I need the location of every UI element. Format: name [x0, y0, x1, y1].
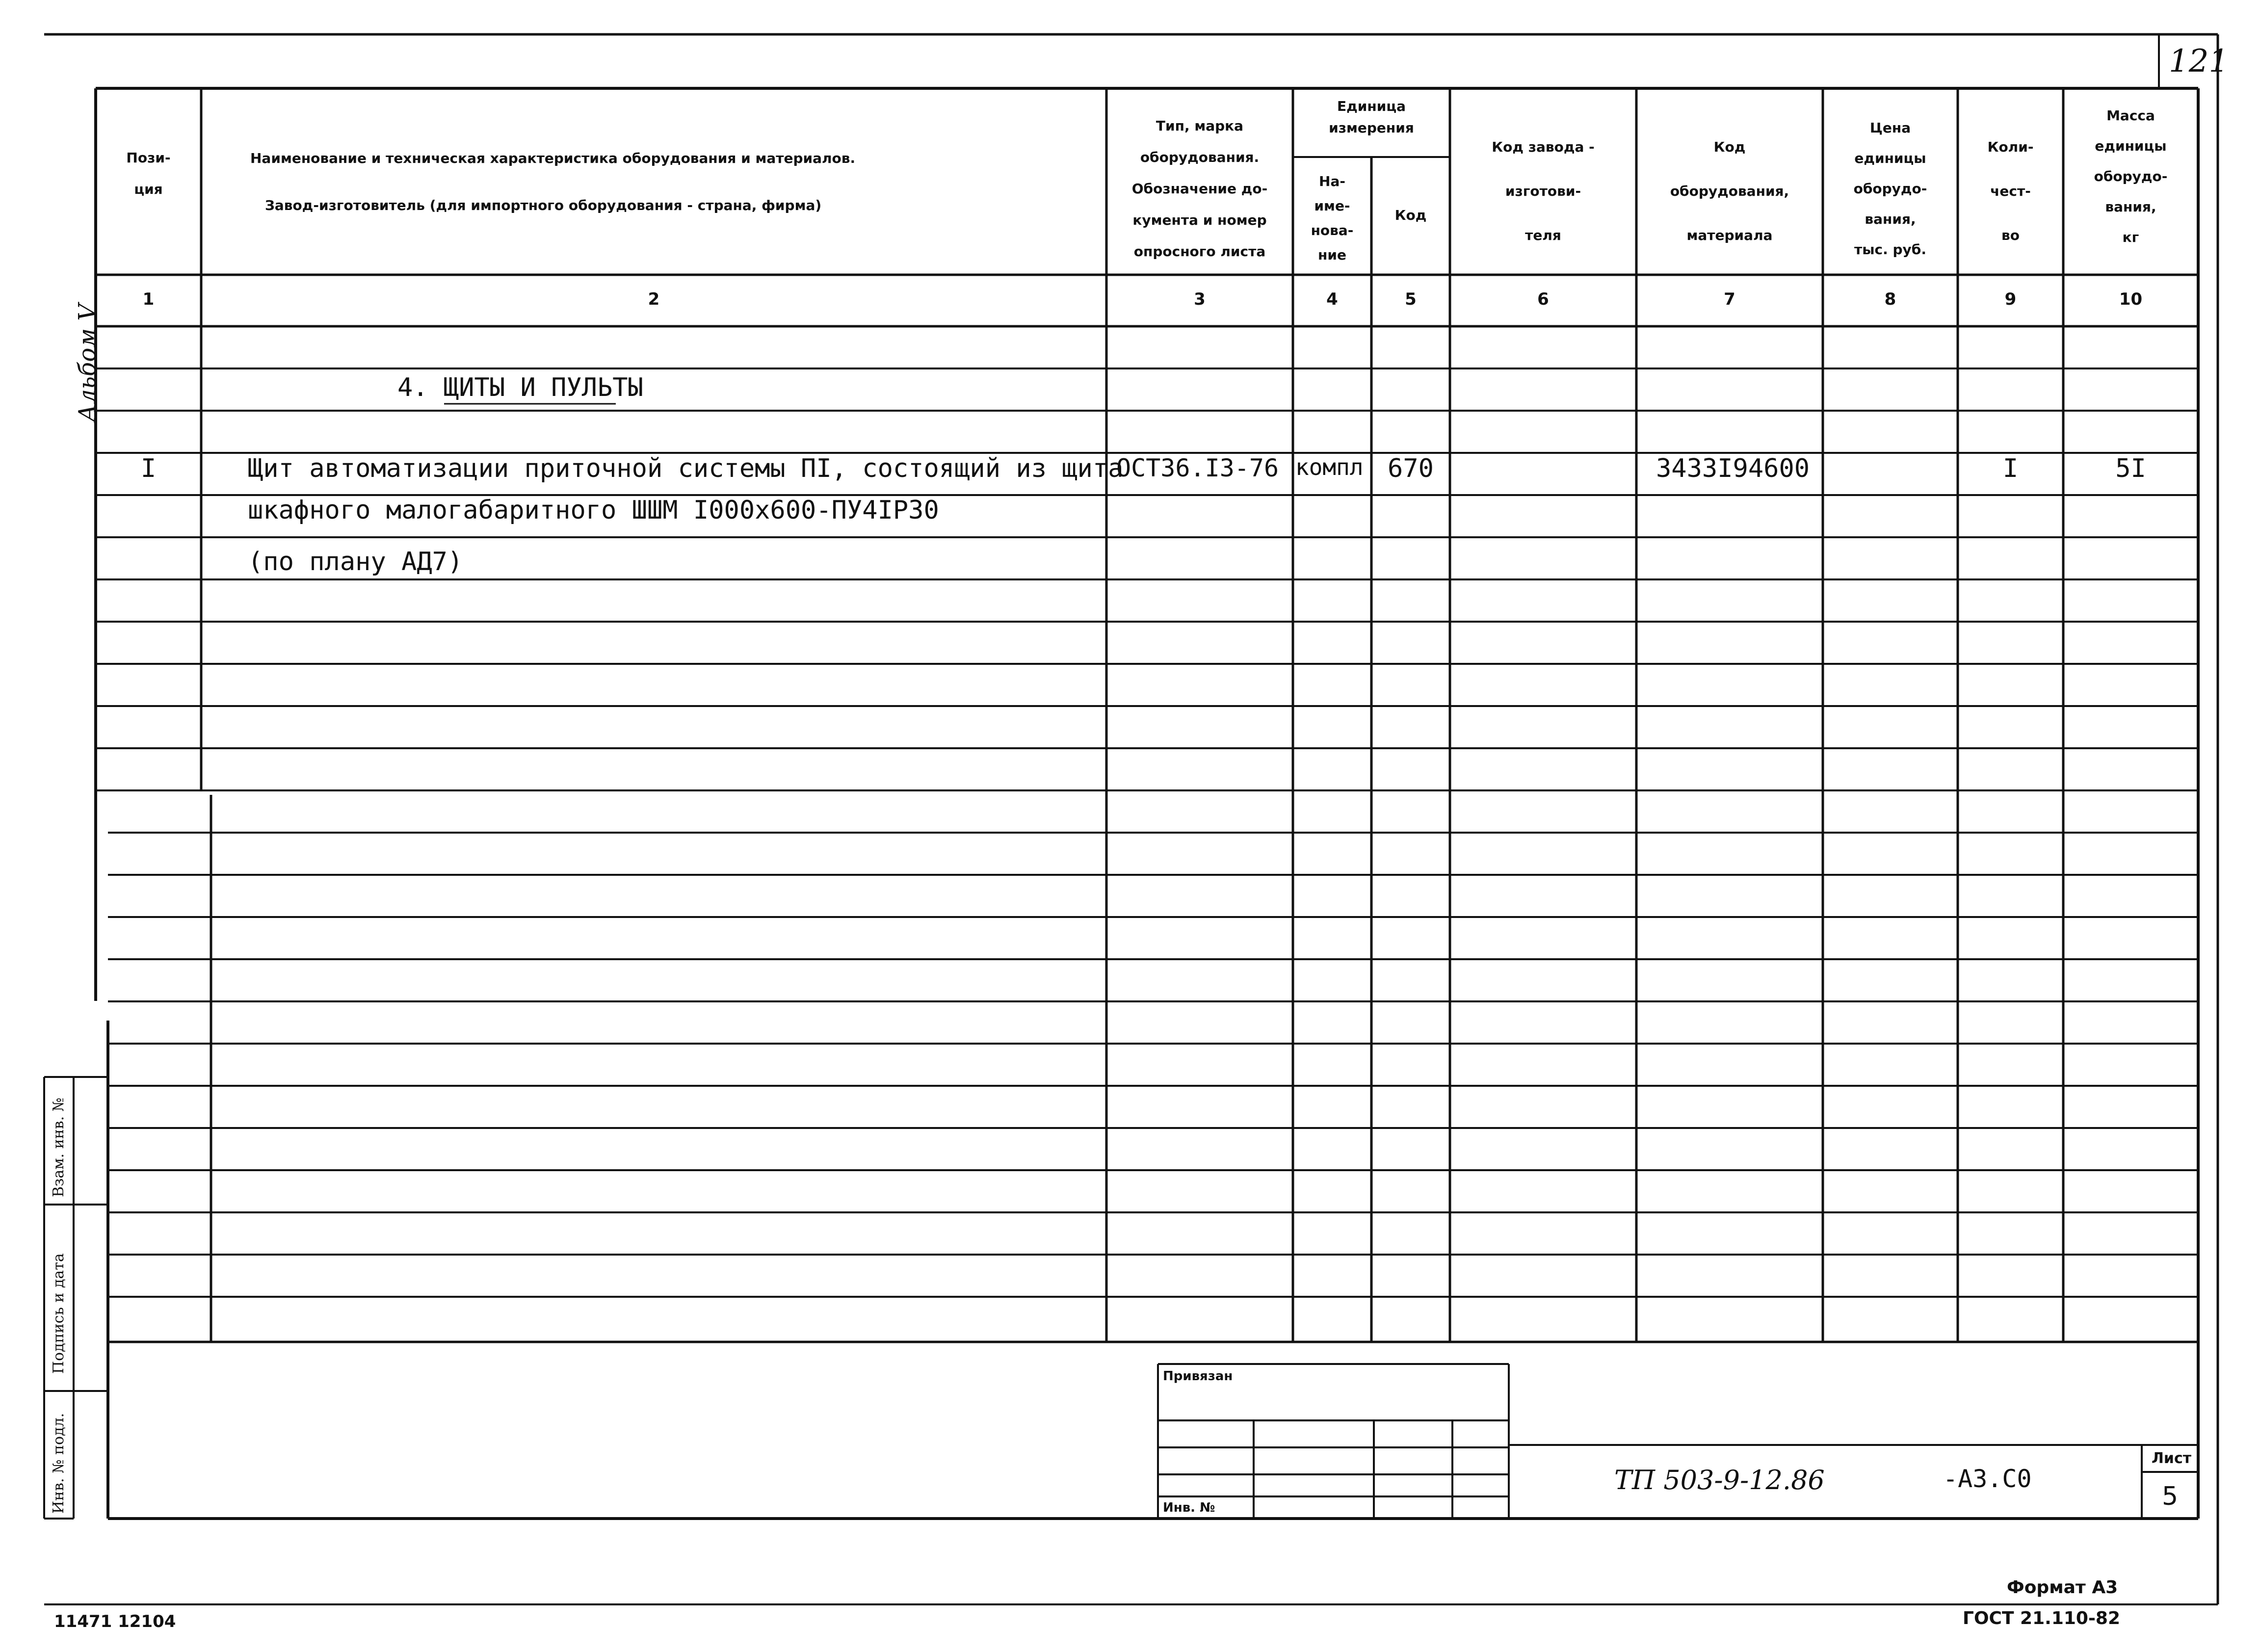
side-label-signature: Подпись и дата: [50, 1253, 67, 1374]
corner-page-number: 121: [2169, 43, 2229, 79]
format-label: Формат А3: [2007, 1577, 2118, 1598]
col-number-2: 2: [648, 289, 660, 309]
item-mass: 5I: [2115, 454, 2146, 483]
header-unit-group: Единица измерения: [1329, 98, 1414, 136]
col-number-7: 7: [1724, 289, 1735, 309]
stamp-document-suffix: -А3.С0: [1943, 1465, 2032, 1493]
item-type: ОСТ36.I3-76: [1116, 454, 1279, 482]
stamp-document-code: ТП 503-9-12.86: [1614, 1465, 1825, 1495]
header-col-factory-code: Код завода - изготови- теля: [1492, 139, 1595, 243]
item-position: I: [140, 454, 157, 483]
stamp-sheet-number: 5: [2161, 1482, 2179, 1511]
col-number-6: 6: [1537, 289, 1549, 309]
item-name-line-2: шкафного малогабаритного ШШМ I000х600-ПУ4IР30: [248, 496, 939, 525]
album-label: Альбом V: [74, 304, 101, 422]
header-col-unit-code: Код: [1394, 207, 1427, 223]
item-name-line-1: Щит автоматизации приточной системы ПI, состоящий из щита: [248, 454, 1124, 483]
col-number-8: 8: [1884, 289, 1896, 309]
item-equipment-code: 3433I94600: [1656, 454, 1810, 483]
stamp-inv-label: Инв. №: [1163, 1500, 1215, 1515]
header-col-type: Тип, марка оборудования. Обозначение до- кумента и номер опросного листа: [1131, 118, 1268, 260]
col-number-1: 1: [142, 289, 155, 309]
stamp-sheet-label: Лист: [2152, 1450, 2192, 1467]
header-col-price: Цена единицы оборудо- вания, тыс. руб.: [1853, 120, 1927, 258]
side-label-replace-inv: Взам. инв. №: [50, 1097, 67, 1197]
header-col-name: Наименование и техническая характеристика оборудования и материалов. Завод-изготовитель (для импортного оборудования - страна, фирма): [250, 150, 856, 213]
item-unit-code: 670: [1388, 454, 1434, 483]
header-col-quantity: Коли- чест- во: [1987, 139, 2034, 243]
stamp-linked-label: Привязан: [1163, 1369, 1233, 1384]
header-col-position: Пози- ция: [126, 150, 171, 197]
col-number-5: 5: [1405, 289, 1417, 309]
bottom-left-code: 11471 12104: [54, 1612, 176, 1631]
header-col-equipment-code: Код оборудования, материала: [1670, 139, 1789, 243]
side-label-inv-original: Инв. № подл.: [50, 1413, 67, 1514]
section-title: 4. ЩИТЫ И ПУЛЬТЫ: [397, 373, 643, 402]
item-unit-name: компл: [1295, 454, 1364, 480]
col-number-3: 3: [1194, 289, 1206, 309]
col-number-4: 4: [1326, 289, 1338, 309]
col-number-9: 9: [2004, 289, 2017, 309]
gost-label: ГОСТ 21.110-82: [1963, 1608, 2121, 1628]
header-col-unit-name: На- име- нова- ние: [1311, 173, 1354, 263]
col-number-10: 10: [2119, 289, 2143, 309]
item-name-line-3: (по плану АД7): [248, 547, 463, 577]
header-col-mass: Масса единицы оборудо- вания, кг: [2094, 107, 2168, 245]
item-quantity: I: [2002, 454, 2019, 483]
